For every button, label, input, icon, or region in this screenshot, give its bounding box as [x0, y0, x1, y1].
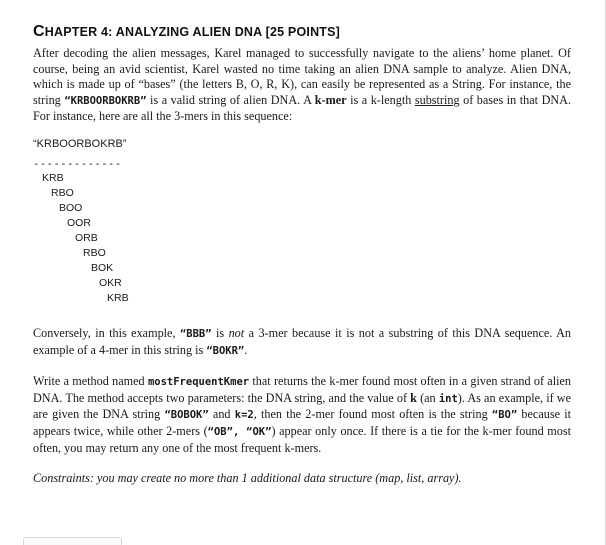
kmer-item: OKR: [99, 276, 122, 289]
method-text-2: that returns the k-mer found most often in a given strand of alien DNA. The method accepts two parameters: the DNA string, and the value of: [33, 374, 571, 405]
k-equals-2: k=2: [234, 409, 254, 422]
intro-text-1: After decoding the alien messages, Karel managed to successfully navigate to the aliens’ home planet. Of course, being an avid scientist, Karel wasted no time taking an alien DNA sample to analyze. Alien DNA, which is made up of “bases” (the letters B, O, R, K), can easily be represented as a String. For instance, the string: [33, 46, 571, 107]
mono-comma: ,: [232, 425, 247, 438]
intro-text-4: of bases in that DNA. For instance, here are all the 3-mers in this sequence:: [33, 92, 572, 124]
kmer-list: [33, 172, 571, 306]
substring-term: substring: [414, 92, 460, 107]
chapter-heading: [33, 22, 571, 42]
kmer-item: KRB: [42, 171, 64, 184]
kmer-item: RBO: [51, 186, 74, 199]
kmer-item: BOK: [91, 261, 114, 274]
method-text-3: (an: [416, 390, 439, 405]
method-text-1: Write a method named: [33, 374, 148, 389]
ob-string: “OB”: [207, 425, 233, 438]
method-text-6: , then the 2-mer found most often is the string: [253, 407, 492, 422]
example-dna-string: “KRBOORBOKRB”: [64, 94, 147, 107]
bokr-string: “BOKR”: [206, 344, 245, 357]
conversely-text-3: a 3-mer because it is not a substring of this DNA sequence. An example of a 4-mer in this string is: [33, 325, 571, 357]
method-text-7: because it appears twice, while other 2-mers (: [33, 407, 571, 438]
conversely-text-4: .: [244, 342, 248, 357]
conversely-text-2: is: [211, 325, 229, 340]
conversely-paragraph: [33, 326, 571, 359]
kmer-item: OOR: [67, 216, 91, 229]
k-parameter: k: [410, 390, 417, 405]
chapter-heading-rest: HAPTER 4: ANALYZING ALIEN DNA [25 POINTS]: [44, 25, 341, 39]
bo-string: “BO”: [491, 409, 518, 422]
intro-paragraph: [33, 46, 571, 125]
kmer-item: KRB: [107, 291, 129, 304]
ok-string: “OK”: [246, 425, 272, 438]
document-content: [33, 22, 571, 487]
not-emphasis: not: [228, 325, 245, 340]
bobok-string: “BOBOK”: [164, 409, 209, 422]
sequence-label: “KRBOORBOKRB”: [33, 137, 127, 150]
chapter-heading-initial: C: [33, 23, 45, 40]
kmer-item: BOO: [59, 201, 83, 214]
kmer-item: RBO: [83, 246, 106, 259]
method-text-8: ) appear only once. If there is a tie for the k-mer found most often, you may return any one of the most frequent k-mers.: [33, 423, 571, 455]
sequence-divider: -------------: [33, 157, 122, 170]
kmer-item: ORB: [75, 231, 98, 244]
method-text-4: ). As an example, if we are given the DNA string: [33, 390, 572, 422]
method-text-5: and: [208, 407, 235, 422]
intro-text-2: is a valid string of alien DNA. A: [146, 92, 315, 107]
method-paragraph: [33, 374, 571, 456]
constraints-paragraph: Constraints: you may create no more than 1 additional data structure (map, list, array).: [33, 471, 462, 486]
conversely-text-1: Conversely, in this example,: [33, 325, 180, 340]
int-type: int: [438, 392, 458, 405]
intro-text-3: is a k-length: [346, 92, 415, 107]
bbb-string: “BBB”: [179, 327, 212, 340]
method-name: mostFrequentKmer: [147, 376, 250, 389]
kmer-term: k-mer: [314, 92, 347, 107]
page-tab-stub: [23, 537, 122, 545]
